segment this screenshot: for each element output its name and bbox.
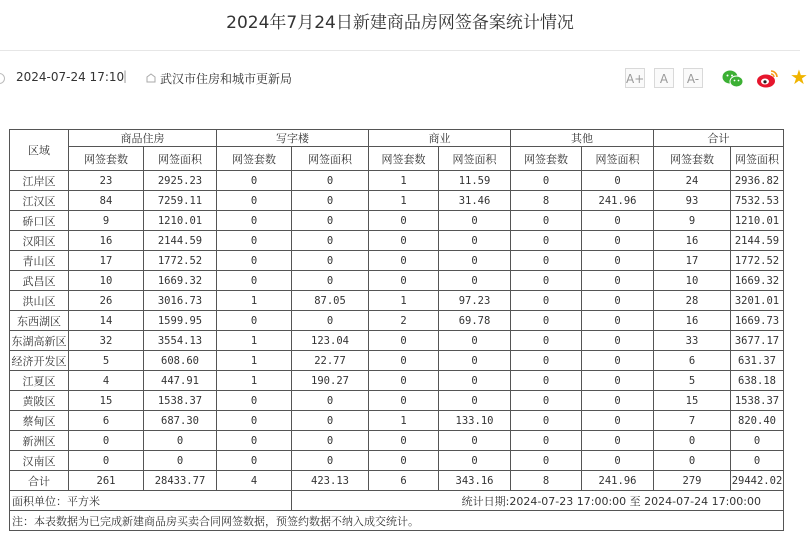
value-cell: 1538.37 <box>731 391 784 411</box>
value-cell: 0 <box>217 231 292 251</box>
region-cell: 硚口区 <box>10 211 69 231</box>
total-cell: 261 <box>69 471 144 491</box>
value-cell: 0 <box>217 191 292 211</box>
value-cell: 9 <box>69 211 144 231</box>
group-header: 商业 <box>369 130 511 147</box>
sub-header-count: 网签套数 <box>511 147 582 171</box>
value-cell: 93 <box>654 191 731 211</box>
value-cell: 5 <box>69 351 144 371</box>
region-cell: 洪山区 <box>10 291 69 311</box>
value-cell: 0 <box>511 391 582 411</box>
value-cell: 0 <box>69 431 144 451</box>
value-cell: 10 <box>69 271 144 291</box>
value-cell: 2144.59 <box>731 231 784 251</box>
value-cell: 10 <box>654 271 731 291</box>
value-cell: 9 <box>654 211 731 231</box>
table-row <box>10 451 784 471</box>
value-cell: 0 <box>582 311 654 331</box>
value-cell: 15 <box>69 391 144 411</box>
source-organization[interactable]: 武汉市住房和城市更新局 <box>160 72 293 86</box>
value-cell: 0 <box>654 451 731 471</box>
value-cell: 0 <box>217 211 292 231</box>
value-cell: 0 <box>439 391 511 411</box>
region-cell: 蔡甸区 <box>10 411 69 431</box>
value-cell: 0 <box>511 271 582 291</box>
value-cell: 0 <box>439 231 511 251</box>
value-cell: 1669.32 <box>731 271 784 291</box>
value-cell: 608.60 <box>144 351 217 371</box>
value-cell: 0 <box>582 331 654 351</box>
value-cell: 0 <box>511 311 582 331</box>
value-cell: 3677.17 <box>731 331 784 351</box>
table-row <box>10 271 784 291</box>
value-cell: 0 <box>292 311 369 331</box>
value-cell: 133.10 <box>439 411 511 431</box>
value-cell: 0 <box>292 271 369 291</box>
group-header: 写字楼 <box>217 130 369 147</box>
value-cell: 0 <box>439 431 511 451</box>
value-cell: 0 <box>439 271 511 291</box>
value-cell: 0 <box>217 451 292 471</box>
value-cell: 2 <box>369 311 439 331</box>
value-cell: 14 <box>69 311 144 331</box>
value-cell: 0 <box>369 351 439 371</box>
value-cell: 0 <box>731 431 784 451</box>
table-row <box>10 191 784 211</box>
total-label: 合计 <box>10 471 69 491</box>
value-cell: 2936.82 <box>731 171 784 191</box>
value-cell: 28 <box>654 291 731 311</box>
value-cell: 0 <box>654 431 731 451</box>
value-cell: 0 <box>292 431 369 451</box>
footnote-row <box>10 511 784 531</box>
font-reset-button[interactable]: A <box>654 68 674 88</box>
value-cell: 23 <box>69 171 144 191</box>
region-cell: 黄陂区 <box>10 391 69 411</box>
table-row <box>10 211 784 231</box>
value-cell: 1669.32 <box>144 271 217 291</box>
region-cell: 汉南区 <box>10 451 69 471</box>
value-cell: 0 <box>369 391 439 411</box>
value-cell: 0 <box>369 211 439 231</box>
value-cell: 0 <box>292 451 369 471</box>
font-increase-button[interactable]: A+ <box>625 68 645 88</box>
value-cell: 15 <box>654 391 731 411</box>
unit-note: 面积单位：平方米 <box>10 491 292 511</box>
value-cell: 0 <box>69 451 144 471</box>
value-cell: 87.05 <box>292 291 369 311</box>
value-cell: 1 <box>217 351 292 371</box>
value-cell: 0 <box>511 171 582 191</box>
value-cell: 0 <box>511 291 582 311</box>
total-row <box>10 471 784 491</box>
value-cell: 7259.11 <box>144 191 217 211</box>
value-cell: 0 <box>369 251 439 271</box>
region-cell: 江汉区 <box>10 191 69 211</box>
region-cell: 东西湖区 <box>10 311 69 331</box>
table-row <box>10 311 784 331</box>
value-cell: 631.37 <box>731 351 784 371</box>
sub-header-area: 网签面积 <box>144 147 217 171</box>
value-cell: 6 <box>654 351 731 371</box>
value-cell: 0 <box>511 331 582 351</box>
value-cell: 16 <box>654 311 731 331</box>
total-cell: 6 <box>369 471 439 491</box>
value-cell: 0 <box>292 231 369 251</box>
value-cell: 1538.37 <box>144 391 217 411</box>
sub-header-area: 网签面积 <box>292 147 369 171</box>
sub-header-count: 网签套数 <box>369 147 439 171</box>
value-cell: 1210.01 <box>144 211 217 231</box>
value-cell: 97.23 <box>439 291 511 311</box>
group-header: 商品住房 <box>69 130 217 147</box>
value-cell: 0 <box>217 311 292 331</box>
value-cell: 0 <box>582 291 654 311</box>
sub-header-count: 网签套数 <box>217 147 292 171</box>
value-cell: 0 <box>217 251 292 271</box>
table-body <box>10 171 784 471</box>
sub-header-count: 网签套数 <box>69 147 144 171</box>
value-cell: 0 <box>511 371 582 391</box>
value-cell: 0 <box>582 271 654 291</box>
value-cell: 26 <box>69 291 144 311</box>
sub-header-area: 网签面积 <box>582 147 654 171</box>
value-cell: 1 <box>217 331 292 351</box>
total-cell: 343.16 <box>439 471 511 491</box>
value-cell: 33 <box>654 331 731 351</box>
value-cell: 1669.73 <box>731 311 784 331</box>
footnote: 注：本表数据为已完成新建商品房买卖合同网签数据，预签约数据不纳入成交统计。 <box>10 511 784 531</box>
statistics-period: 统计日期:2024-07-23 17:00:00 至 2024-07-24 17:00:00 <box>292 491 784 511</box>
value-cell: 0 <box>511 431 582 451</box>
value-cell: 0 <box>582 371 654 391</box>
header-divider <box>0 50 800 51</box>
value-cell: 0 <box>582 411 654 431</box>
value-cell: 31.46 <box>439 191 511 211</box>
publish-date: 2024-07-24 17:10 <box>16 70 125 84</box>
value-cell: 3554.13 <box>144 331 217 351</box>
value-cell: 0 <box>292 391 369 411</box>
region-cell: 江岸区 <box>10 171 69 191</box>
value-cell: 0 <box>217 171 292 191</box>
value-cell: 5 <box>654 371 731 391</box>
value-cell: 0 <box>144 451 217 471</box>
value-cell: 0 <box>292 411 369 431</box>
value-cell: 1 <box>369 171 439 191</box>
value-cell: 8 <box>511 191 582 211</box>
value-cell: 820.40 <box>731 411 784 431</box>
region-cell: 武昌区 <box>10 271 69 291</box>
unit-period-row <box>10 491 784 511</box>
value-cell: 0 <box>582 251 654 271</box>
value-cell: 2144.59 <box>144 231 217 251</box>
meta-separator: | <box>123 69 128 83</box>
value-cell: 0 <box>292 251 369 271</box>
value-cell: 1210.01 <box>731 211 784 231</box>
value-cell: 16 <box>654 231 731 251</box>
value-cell: 0 <box>217 271 292 291</box>
value-cell: 0 <box>511 251 582 271</box>
value-cell: 638.18 <box>731 371 784 391</box>
value-cell: 0 <box>292 171 369 191</box>
value-cell: 0 <box>439 351 511 371</box>
value-cell: 2925.23 <box>144 171 217 191</box>
value-cell: 123.04 <box>292 331 369 351</box>
region-cell: 江夏区 <box>10 371 69 391</box>
sub-header-area: 网签面积 <box>731 147 784 171</box>
value-cell: 0 <box>582 451 654 471</box>
value-cell: 0 <box>439 211 511 231</box>
value-cell: 0 <box>582 351 654 371</box>
value-cell: 4 <box>69 371 144 391</box>
value-cell: 0 <box>217 411 292 431</box>
value-cell: 16 <box>69 231 144 251</box>
value-cell: 0 <box>217 391 292 411</box>
value-cell: 1 <box>369 291 439 311</box>
region-cell: 汉阳区 <box>10 231 69 251</box>
value-cell: 1599.95 <box>144 311 217 331</box>
value-cell: 84 <box>69 191 144 211</box>
value-cell: 447.91 <box>144 371 217 391</box>
value-cell: 32 <box>69 331 144 351</box>
group-header: 合计 <box>654 130 784 147</box>
value-cell: 1772.52 <box>144 251 217 271</box>
clock-icon <box>0 73 5 84</box>
table-row <box>10 251 784 271</box>
region-cell: 青山区 <box>10 251 69 271</box>
total-cell: 279 <box>654 471 731 491</box>
table-row <box>10 291 784 311</box>
value-cell: 1 <box>369 411 439 431</box>
value-cell: 0 <box>369 331 439 351</box>
table-row <box>10 391 784 411</box>
table-row <box>10 371 784 391</box>
value-cell: 0 <box>582 391 654 411</box>
table-row <box>10 411 784 431</box>
total-cell: 241.96 <box>582 471 654 491</box>
table-row <box>10 351 784 371</box>
value-cell: 17 <box>654 251 731 271</box>
table-row <box>10 331 784 351</box>
value-cell: 1 <box>217 371 292 391</box>
value-cell: 687.30 <box>144 411 217 431</box>
value-cell: 0 <box>582 211 654 231</box>
value-cell: 1772.52 <box>731 251 784 271</box>
table-row <box>10 231 784 251</box>
value-cell: 0 <box>731 451 784 471</box>
group-header: 其他 <box>511 130 654 147</box>
value-cell: 22.77 <box>292 351 369 371</box>
organization-icon <box>146 73 154 81</box>
sub-header-count: 网签套数 <box>654 147 731 171</box>
value-cell: 0 <box>582 171 654 191</box>
value-cell: 241.96 <box>582 191 654 211</box>
total-cell: 8 <box>511 471 582 491</box>
value-cell: 0 <box>439 371 511 391</box>
table-row <box>10 431 784 451</box>
value-cell: 1 <box>217 291 292 311</box>
value-cell: 0 <box>439 251 511 271</box>
region-cell: 新洲区 <box>10 431 69 451</box>
weibo-share-icon[interactable] <box>756 69 778 89</box>
value-cell: 0 <box>369 431 439 451</box>
page-title: 2024年7月24日新建商品房网签备案统计情况 <box>226 13 574 33</box>
sales-statistics-table <box>9 129 784 531</box>
value-cell: 3201.01 <box>731 291 784 311</box>
value-cell: 11.59 <box>439 171 511 191</box>
value-cell: 24 <box>654 171 731 191</box>
region-cell: 东湖高新区 <box>10 331 69 351</box>
value-cell: 0 <box>511 211 582 231</box>
value-cell: 0 <box>439 451 511 471</box>
value-cell: 0 <box>582 231 654 251</box>
value-cell: 0 <box>511 451 582 471</box>
value-cell: 0 <box>439 331 511 351</box>
value-cell: 0 <box>369 371 439 391</box>
total-cell: 423.13 <box>292 471 369 491</box>
value-cell: 6 <box>69 411 144 431</box>
sub-header-area: 网签面积 <box>439 147 511 171</box>
region-header: 区域 <box>10 130 69 171</box>
total-cell: 4 <box>217 471 292 491</box>
value-cell: 0 <box>369 451 439 471</box>
value-cell: 69.78 <box>439 311 511 331</box>
value-cell: 1 <box>369 191 439 211</box>
value-cell: 0 <box>511 231 582 251</box>
value-cell: 3016.73 <box>144 291 217 311</box>
favorite-star-icon[interactable]: ★ <box>790 65 808 89</box>
value-cell: 0 <box>292 211 369 231</box>
value-cell: 0 <box>582 431 654 451</box>
table-row <box>10 171 784 191</box>
value-cell: 0 <box>144 431 217 451</box>
value-cell: 0 <box>369 231 439 251</box>
value-cell: 0 <box>369 271 439 291</box>
value-cell: 7 <box>654 411 731 431</box>
value-cell: 0 <box>511 351 582 371</box>
value-cell: 190.27 <box>292 371 369 391</box>
total-cell: 29442.02 <box>731 471 784 491</box>
font-decrease-button[interactable]: A- <box>683 68 703 88</box>
total-cell: 28433.77 <box>144 471 217 491</box>
value-cell: 0 <box>217 431 292 451</box>
region-cell: 经济开发区 <box>10 351 69 371</box>
value-cell: 7532.53 <box>731 191 784 211</box>
value-cell: 0 <box>292 191 369 211</box>
value-cell: 17 <box>69 251 144 271</box>
wechat-share-icon[interactable] <box>722 69 744 89</box>
value-cell: 0 <box>511 411 582 431</box>
